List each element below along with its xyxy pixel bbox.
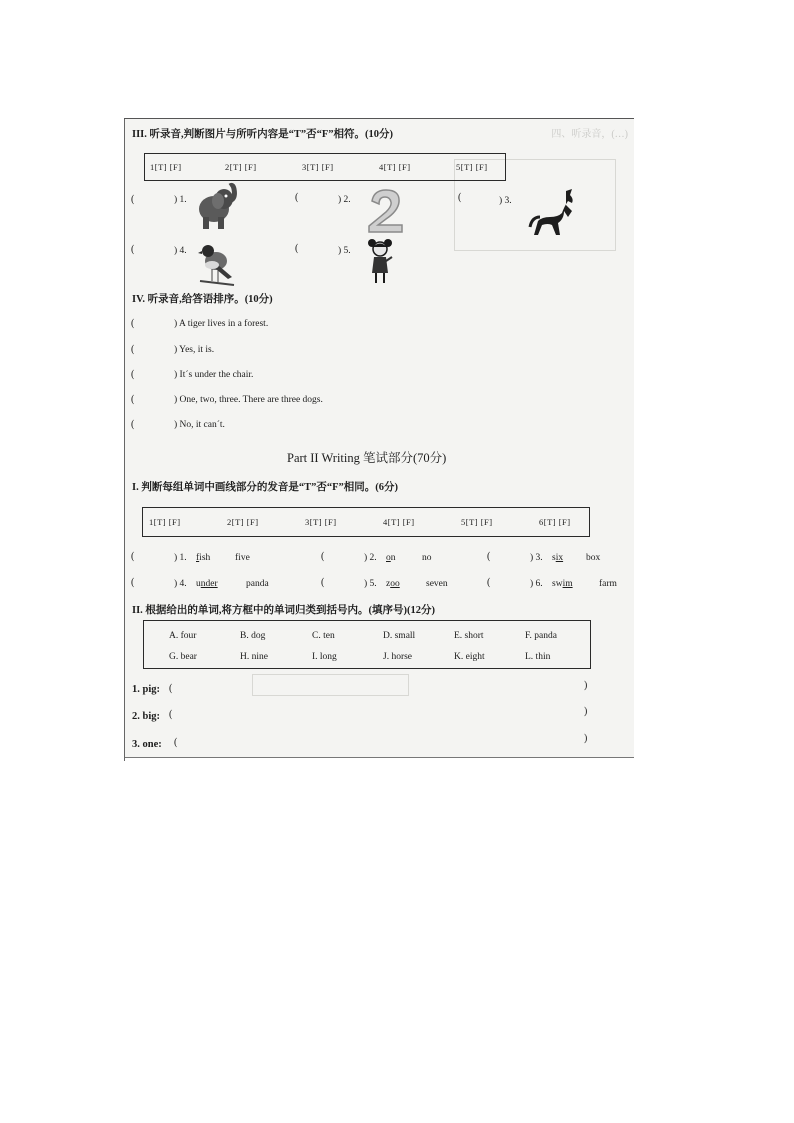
response-item: ) Yes, it is. xyxy=(174,345,215,355)
response-item: ) One, two, three. There are three dogs. xyxy=(174,395,323,405)
word-option: F. panda xyxy=(525,631,557,641)
word-bank-box xyxy=(143,620,591,669)
word-2: panda xyxy=(246,579,269,589)
answer-paren-open[interactable]: ( xyxy=(169,709,173,720)
answer-paren-open[interactable]: ( xyxy=(295,192,299,203)
answer-box-section-3 xyxy=(144,153,506,181)
answer-option[interactable]: 5[T] [F] xyxy=(461,517,493,527)
response-item: ) It´s under the chair. xyxy=(174,370,254,380)
word-1: fish xyxy=(196,553,211,563)
item-number: ) 3. xyxy=(499,196,512,206)
horse-icon xyxy=(528,187,578,239)
word-option: D. small xyxy=(383,631,416,641)
answer-paren-open[interactable]: ( xyxy=(131,394,135,405)
item-number: ) 5. xyxy=(338,246,351,256)
question-label: 3. one: xyxy=(132,739,162,750)
word-option: C. ten xyxy=(312,631,335,641)
bird-icon xyxy=(198,239,236,287)
part-2-title: Part II Writing 笔试部分(70分) xyxy=(287,451,447,465)
answer-paren-open[interactable]: ( xyxy=(131,369,135,380)
answer-paren-open[interactable]: ( xyxy=(458,192,462,203)
item-number: ) 4. xyxy=(174,246,187,256)
item-number: ) 1. xyxy=(174,195,187,205)
answer-paren-open[interactable]: ( xyxy=(487,577,491,588)
section-w2-heading: II. 根据给出的单词,将方框中的单词归类到括号内。(填序号)(12分) xyxy=(132,605,436,616)
section-w1-heading: I. 判断每组单词中画线部分的发音是“T”否“F”相同。(6分) xyxy=(132,482,398,493)
elephant-icon xyxy=(194,181,238,231)
question-label: 1. pig: xyxy=(132,684,161,695)
answer-paren-open[interactable]: ( xyxy=(131,318,135,329)
word-option: J. horse xyxy=(383,652,413,662)
response-item: ) No, it can´t. xyxy=(174,420,225,430)
answer-option[interactable]: 1[T] [F] xyxy=(149,517,181,527)
answer-option[interactable]: 4[T] [F] xyxy=(383,517,415,527)
answer-option[interactable]: 4[T] [F] xyxy=(379,162,411,172)
bleed-through-box xyxy=(252,674,409,696)
answer-paren-open[interactable]: ( xyxy=(131,344,135,355)
word-2: farm xyxy=(599,579,617,589)
item-number: ) 2. xyxy=(364,553,377,563)
word-1: on xyxy=(386,553,396,563)
answer-paren-close: ) xyxy=(584,680,588,691)
word-2: no xyxy=(422,553,432,563)
answer-paren-open[interactable]: ( xyxy=(131,244,135,255)
answer-option[interactable]: 2[T] [F] xyxy=(225,162,257,172)
bleed-through-text: 四、听录音，(…) xyxy=(551,129,628,140)
answer-paren-close: ) xyxy=(584,706,588,717)
item-number: ) 6. xyxy=(530,579,543,589)
answer-paren-open[interactable]: ( xyxy=(174,737,178,748)
word-option: L. thin xyxy=(525,652,551,662)
word-option: B. dog xyxy=(240,631,266,641)
word-option: H. nine xyxy=(240,652,268,662)
word-2: seven xyxy=(426,579,448,589)
number-two-icon xyxy=(364,187,408,235)
word-1: swim xyxy=(552,579,573,589)
item-number: ) 2. xyxy=(338,195,351,205)
section-3-heading: III. 听录音,判断图片与所听内容是“T”否“F”相符。(10分) xyxy=(132,129,394,140)
answer-option[interactable]: 6[T] [F] xyxy=(539,517,571,527)
answer-paren-open[interactable]: ( xyxy=(131,419,135,430)
word-1: zoo xyxy=(386,579,400,589)
question-label: 2. big: xyxy=(132,711,161,722)
answer-paren-close: ) xyxy=(584,733,588,744)
answer-paren-open[interactable]: ( xyxy=(169,683,173,694)
answer-paren-open[interactable]: ( xyxy=(295,243,299,254)
word-option: A. four xyxy=(169,631,197,641)
answer-paren-open[interactable]: ( xyxy=(131,577,135,588)
word-2: box xyxy=(586,553,601,563)
item-number: ) 5. xyxy=(364,579,377,589)
word-option: E. short xyxy=(454,631,484,641)
answer-option[interactable]: 3[T] [F] xyxy=(305,517,337,527)
answer-paren-open[interactable]: ( xyxy=(487,551,491,562)
answer-paren-open[interactable]: ( xyxy=(131,194,135,205)
answer-option[interactable]: 1[T] [F] xyxy=(150,162,182,172)
item-number: ) 1. xyxy=(174,553,187,563)
item-number: ) 3. xyxy=(530,553,543,563)
answer-paren-open[interactable]: ( xyxy=(131,551,135,562)
girl-icon xyxy=(364,237,396,287)
response-item: ) A tiger lives in a forest. xyxy=(174,319,269,329)
word-1: six xyxy=(552,553,564,563)
word-option: I. long xyxy=(312,652,337,662)
answer-option[interactable]: 5[T] [F] xyxy=(456,162,488,172)
item-number: ) 4. xyxy=(174,579,187,589)
word-option: G. bear xyxy=(169,652,197,662)
answer-option[interactable]: 3[T] [F] xyxy=(302,162,334,172)
scanned-worksheet xyxy=(124,118,634,758)
answer-option[interactable]: 2[T] [F] xyxy=(227,517,259,527)
word-1: under xyxy=(196,579,218,589)
section-4-heading: IV. 听录音,给答语排序。(10分) xyxy=(132,294,273,305)
word-option: K. eight xyxy=(454,652,485,662)
answer-paren-open[interactable]: ( xyxy=(321,577,325,588)
answer-box-writing-1 xyxy=(142,507,590,537)
answer-paren-open[interactable]: ( xyxy=(321,551,325,562)
word-2: five xyxy=(235,553,250,563)
